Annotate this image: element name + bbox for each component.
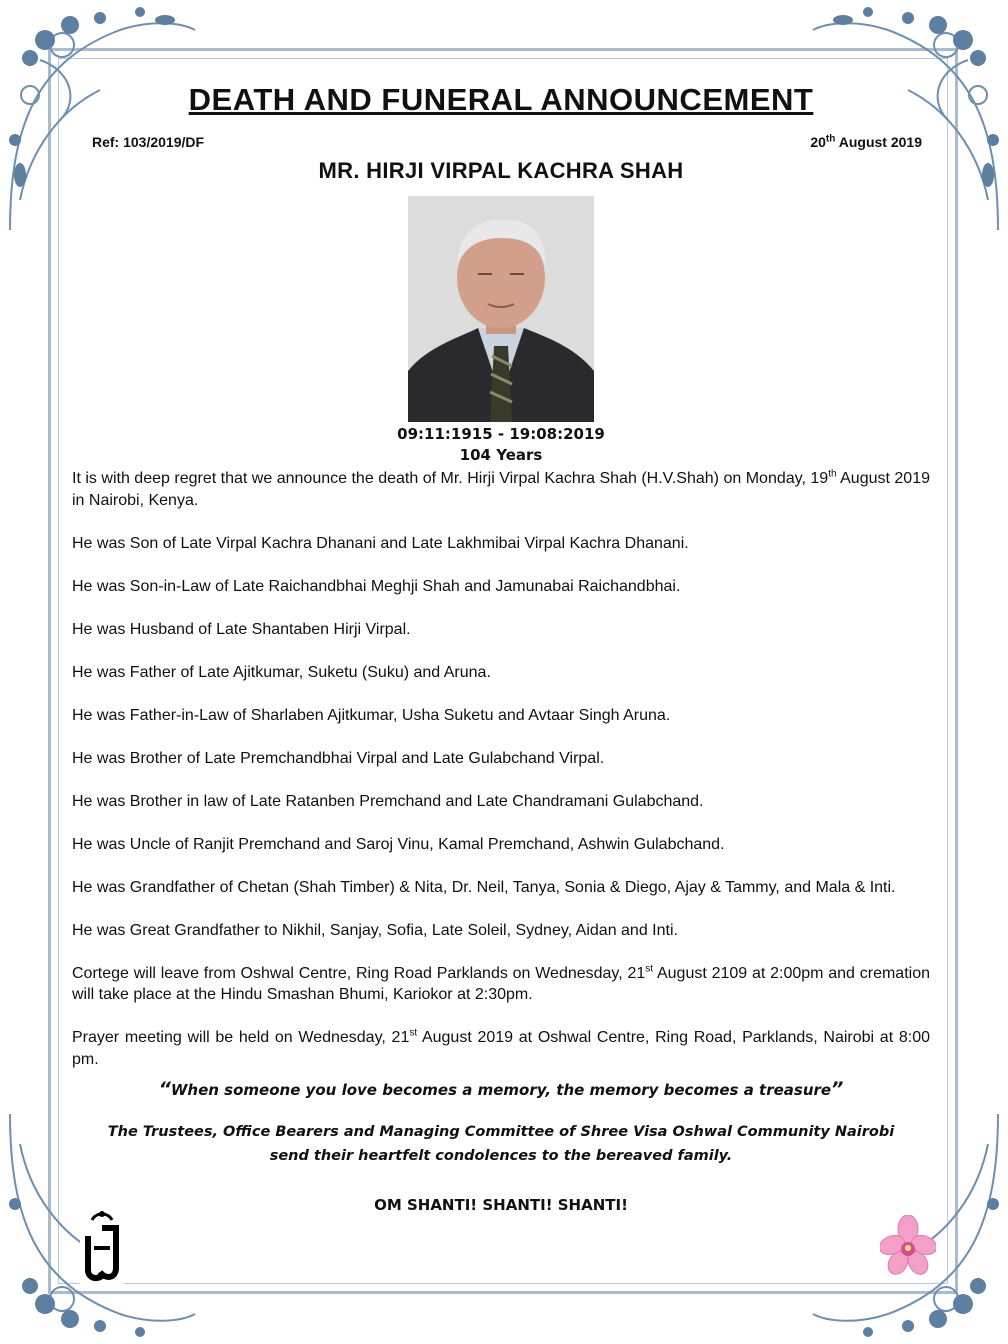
reference-number: Ref: 103/2019/DF — [92, 134, 205, 150]
reference-row — [72, 134, 930, 150]
portrait-illustration-icon — [408, 196, 594, 422]
age: 104 Years — [459, 446, 543, 464]
condolence-message: The Trustees, Office Bearers and Managing Committee of Shree Visa Oshwal Community Nairobi send their heartfelt condolences to the bereaved family. — [107, 1124, 895, 1164]
jain-emblem-icon — [80, 1208, 124, 1284]
paragraph-nephews: He was Uncle of Ranjit Premchand and Saroj Vinu, Kamal Premchand, Ashwin Gulabchand. — [72, 835, 725, 853]
announcement-date: 20th August 2019 — [810, 133, 922, 150]
memorial-quote: “When someone you love becomes a memory, the memory becomes a treasure” — [158, 1078, 844, 1100]
paragraph-children: He was Father of Late Ajitkumar, Suketu (Suku) and Aruna. — [72, 663, 491, 681]
om-shanti: OM SHANTI! SHANTI! SHANTI! — [374, 1196, 628, 1214]
paragraph-in-laws: He was Son-in-Law of Late Raichandbhai Meghji Shah and Jamunabai Raichandbhai. — [72, 577, 681, 595]
paragraph-children-in-law: He was Father-in-Law of Sharlaben Ajitkumar, Usha Suketu and Avtaar Singh Aruna. — [72, 706, 671, 724]
announcement-content — [72, 80, 930, 1214]
paragraph-siblings-in-law: He was Brother in law of Late Ratanben Premchand and Late Chandramani Gulabchand. — [72, 792, 704, 810]
life-dates: 09:11:1915 - 19:08:2019 — [397, 425, 605, 443]
paragraph-parents: He was Son of Late Virpal Kachra Dhanani and Late Lakhmibai Virpal Kachra Dhanani. — [72, 534, 689, 552]
paragraph-brothers: He was Brother of Late Premchandbhai Virpal and Late Gulabchand Virpal. — [72, 749, 605, 767]
page-title: DEATH AND FUNERAL ANNOUNCEMENT — [188, 82, 814, 117]
orchid-flower-icon — [880, 1215, 936, 1279]
announcement-body — [72, 468, 930, 1070]
deceased-name: MR. HIRJI VIRPAL KACHRA SHAH — [318, 158, 684, 183]
paragraph-great-grandchildren: He was Great Grandfather to Nikhil, Sanjay, Sofia, Late Soleil, Sydney, Aidan and Inti. — [72, 921, 678, 939]
paragraph-cortege: Cortege will leave from Oshwal Centre, Ring Road Parklands on Wednesday, 21st August 2109 at 2:00pm and cremation will take place at the Hindu Smashan Bhumi, Kariokor at 2:30pm. — [72, 963, 930, 1003]
paragraph-grandchildren: He was Grandfather of Chetan (Shah Timber) & Nita, Dr. Neil, Tanya, Sonia & Diego, Ajay & Tammy, and Mala & Inti. — [72, 878, 896, 896]
portrait-photo — [408, 196, 594, 422]
paragraph-spouse: He was Husband of Late Shantaben Hirji Virpal. — [72, 620, 411, 638]
paragraph-prayer-meeting: Prayer meeting will be held on Wednesday, 21st August 2019 at Oshwal Centre, Ring Road, Parklands, Nairobi at 8:00 pm. — [72, 1027, 930, 1068]
paragraph-death: It is with deep regret that we announce the death of Mr. Hirji Virpal Kachra Shah (H.V.Shah) on Monday, 19th August 2019 in Nairobi, Kenya. — [72, 468, 930, 509]
